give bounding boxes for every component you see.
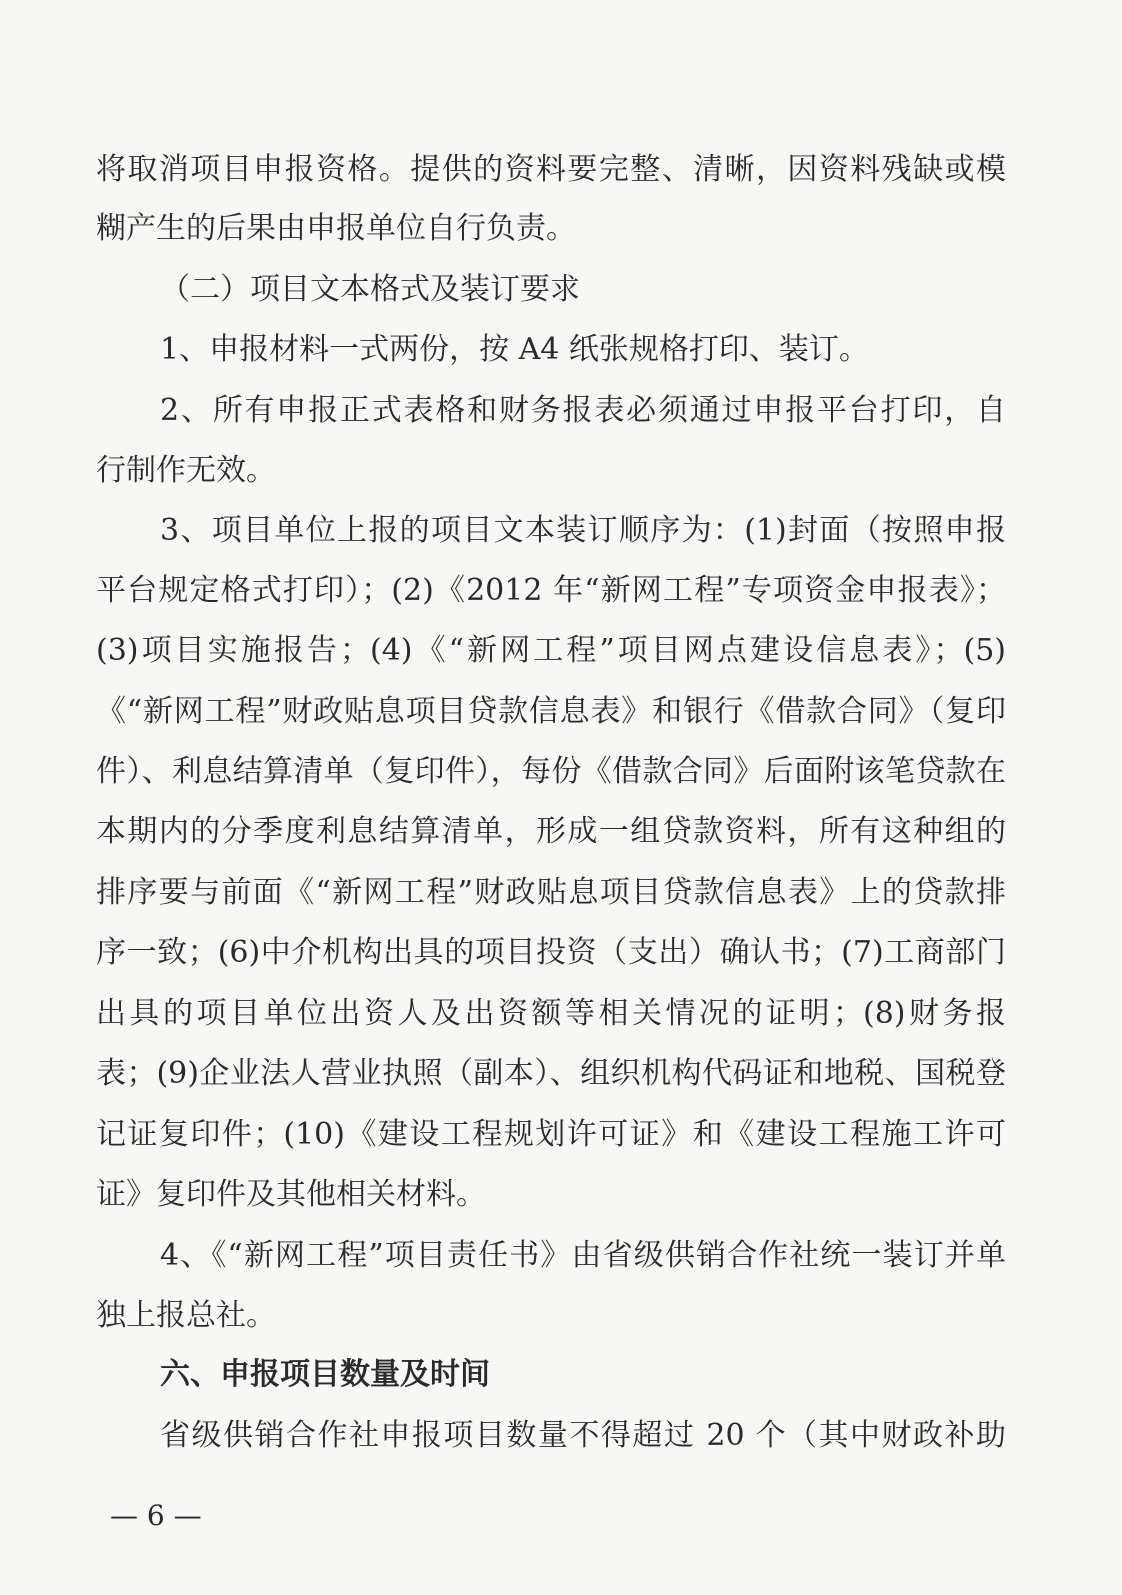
list-item-3-line-3: (3)项目实施报告；(4)《“新网工程”项目网点建设信息表》；(5) xyxy=(96,633,1006,668)
list-item-3-line-11: 记证复印件；(10)《建设工程规划许可证》和《建设工程施工许可 xyxy=(96,1117,1006,1152)
list-item-3-line-8: 序一致；(6)中介机构出具的项目投资（支出）确认书；(7)工商部门 xyxy=(96,935,1006,970)
paragraph-line-2: 糊产生的后果由申报单位自行负责。 xyxy=(96,211,576,246)
final-paragraph-line: 省级供销合作社申报项目数量不得超过 20 个（其中财政补助 xyxy=(160,1418,1006,1453)
list-item-3-line-10: 表；(9)企业法人营业执照（副本）、组织机构代码证和地税、国税登 xyxy=(96,1056,1006,1091)
page-number: — 6 — xyxy=(110,1499,202,1532)
list-item-3-line-7: 排序要与前面《“新网工程”财政贴息项目贷款信息表》上的贷款排 xyxy=(96,875,1006,910)
list-item-3-line-5: 件）、利息结算清单（复印件），每份《借款合同》后面附该笔贷款在 xyxy=(96,754,1006,789)
list-item-4-line-2: 独上报总社。 xyxy=(96,1298,276,1333)
list-item-3-line-6: 本期内的分季度利息结算清单，形成一组贷款资料，所有这种组的 xyxy=(96,814,1006,849)
list-item-3-line-2: 平台规定格式打印）；(2)《2012 年“新网工程”专项资金申报表》； xyxy=(96,573,1006,608)
list-item-3-line-4: 《“新网工程”财政贴息项目贷款信息表》和银行《借款合同》（复印 xyxy=(96,694,1006,729)
list-item-3-line-1: 3、项目单位上报的项目文本装订顺序为：(1)封面（按照申报 xyxy=(160,513,1006,548)
list-item-3-line-9: 出具的项目单位出资人及出资额等相关情况的证明；(8)财务报 xyxy=(96,996,1006,1031)
section-heading: 六、申报项目数量及时间 xyxy=(160,1357,490,1392)
section-subheading: （二）项目文本格式及装订要求 xyxy=(160,272,580,307)
list-item-1: 1、申报材料一式两份，按 A4 纸张规格打印、装订。 xyxy=(160,332,869,367)
list-item-4-line-1: 4、《“新网工程”项目责任书》由省级供销合作社统一装订并单 xyxy=(160,1238,1006,1273)
paragraph-line-1: 将取消项目申报资格。提供的资料要完整、清晰，因资料残缺或模 xyxy=(96,152,1006,187)
list-item-2-line-1: 2、所有申报正式表格和财务报表必须通过申报平台打印，自 xyxy=(160,393,1006,428)
list-item-2-line-2: 行制作无效。 xyxy=(96,453,276,488)
list-item-3-line-12: 证》复印件及其他相关材料。 xyxy=(96,1177,486,1212)
